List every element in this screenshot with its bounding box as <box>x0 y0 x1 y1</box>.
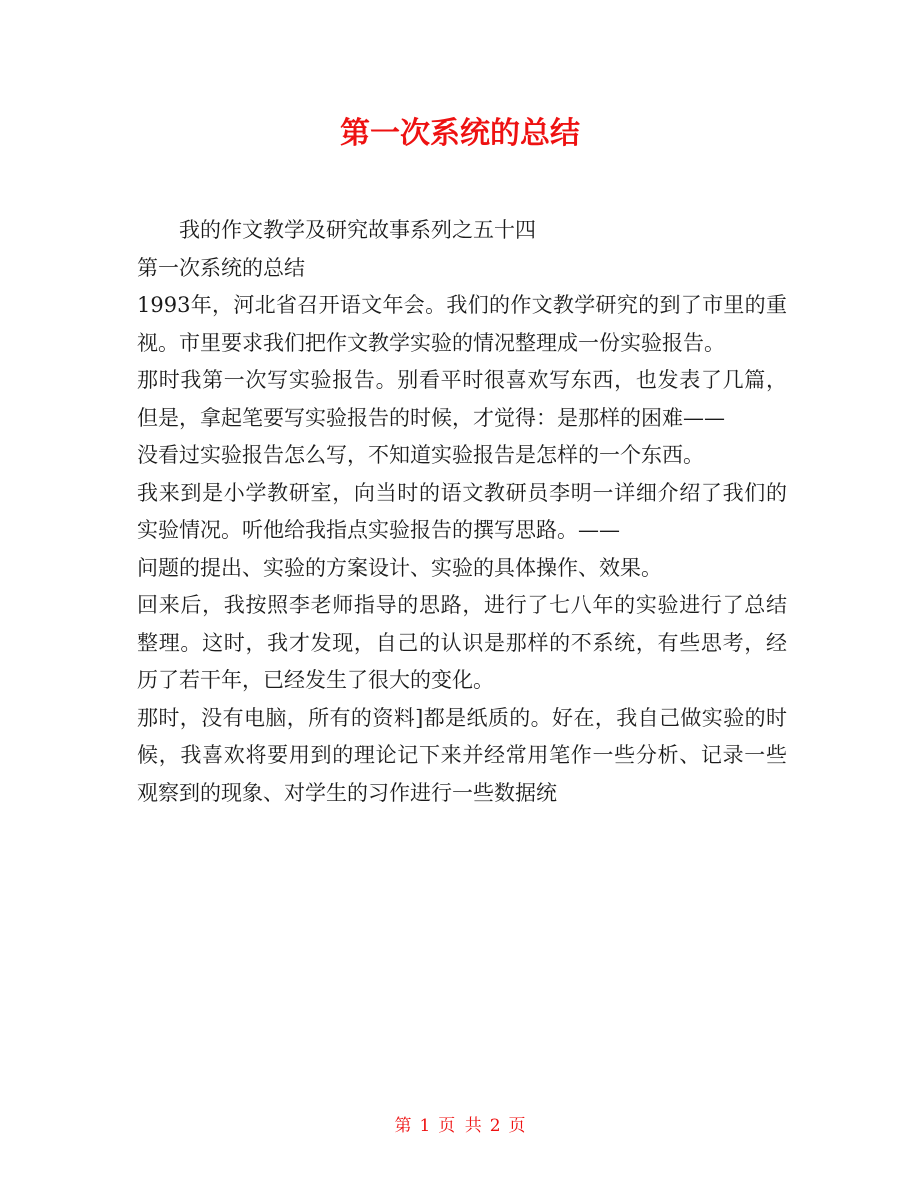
body-paragraph: 问题的提出、实验的方案设计、实验的具体操作、效果。 <box>137 555 662 580</box>
body-paragraph: 第一次系统的总结 <box>137 255 305 280</box>
footer-suffix: 页 <box>508 1116 526 1136</box>
document-title: 第一次系统的总结 <box>340 116 580 151</box>
page-footer <box>0 1114 920 1138</box>
body-paragraph: 那时，没有电脑，所有的资料]都是纸质的。好在，我自己做实验的时候，我喜欢将要用到的理论记下来并经常用笔作一些分析、记录一些观察到的现象、对学生的习作进行一些数据统 <box>137 705 787 805</box>
total-pages-number: 2 <box>489 1116 501 1136</box>
subtitle-paragraph: 我的作文教学及研究故事系列之五十四 <box>179 218 536 242</box>
footer-prefix: 第 <box>394 1116 412 1136</box>
body-paragraph: 回来后，我按照李老师指导的思路，进行了七八年的实验进行了总结整理。这时，我才发现，自己的认识是那样的不系统，有些思考，经历了若干年，已经发生了很大的变化。 <box>137 593 787 692</box>
body-paragraph: 我来到是小学教研室，向当时的语文教研员李明一详细介绍了我们的实验情况。听他给我指点实验报告的撰写思路。—— <box>137 480 787 542</box>
document-body <box>137 212 787 812</box>
body-paragraph: 1993年，河北省召开语文年会。我们的作文教学研究的到了市里的重视。市里要求我们把作文教学实验的情况整理成一份实验报告。 <box>137 293 787 355</box>
body-paragraph: 没看过实验报告怎么写，不知道实验报告是怎样的一个东西。 <box>137 443 704 467</box>
body-paragraph: 那时我第一次写实验报告。别看平时很喜欢写东西，也发表了几篇，但是，拿起笔要写实验报告的时候，才觉得：是那样的困难—— <box>137 368 787 430</box>
footer-mid: 页 共 <box>438 1116 482 1136</box>
current-page-number: 1 <box>419 1116 431 1136</box>
